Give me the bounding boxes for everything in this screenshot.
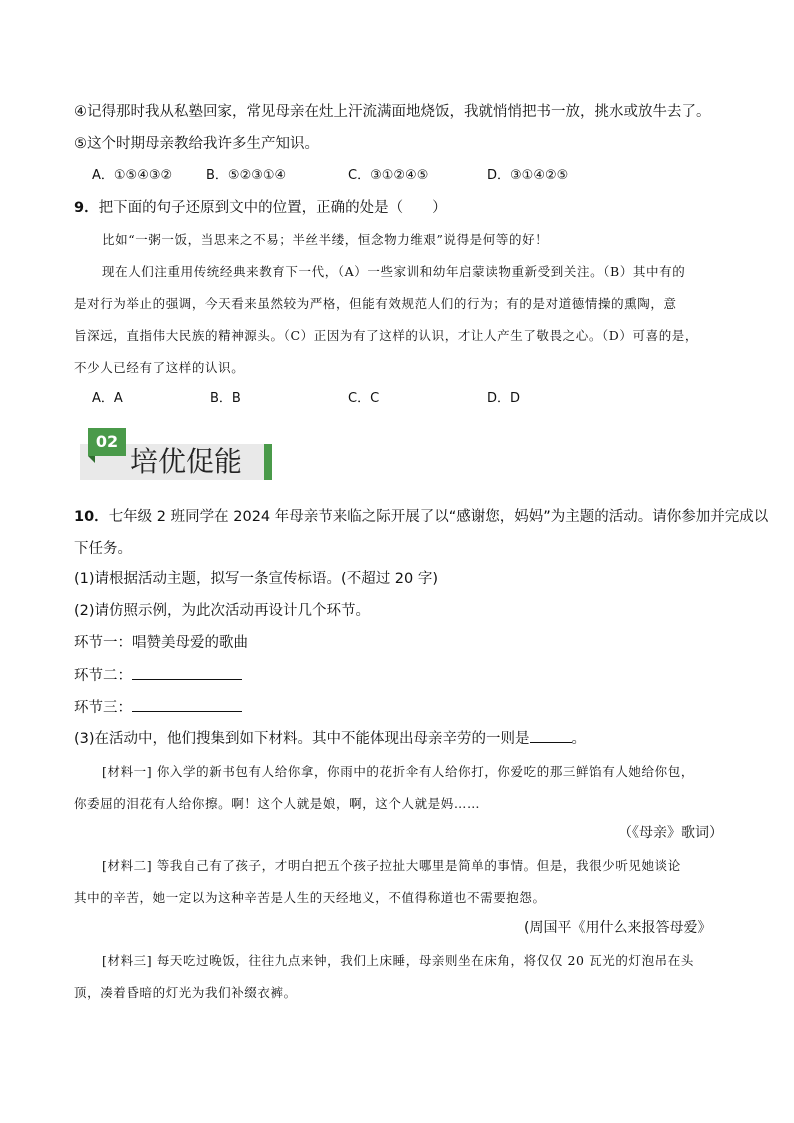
q10-sub-1: (1)请根据活动主题，拟写一条宣传标语。(不超过 20 字) [74, 571, 439, 587]
material-2-source: (周国平《用什么来报答母爱》 [524, 920, 712, 936]
q10-sub-2: (2)请仿照示例，为此次活动再设计几个环节。 [74, 603, 371, 619]
question-10-line-2: 下任务。 [74, 541, 132, 557]
sentence-5: ⑤这个时期母亲教给我许多生产知识。 [74, 136, 319, 152]
q10-step-3 [74, 697, 242, 718]
q8-option-b: B．⑤②③①④ [206, 168, 287, 183]
q10-step-3-blank[interactable] [132, 697, 242, 712]
q10-step-1: 环节一：唱赞美母爱的歌曲 [74, 635, 248, 651]
material-2-line-2: 其中的辛苦，她一定以为这种辛苦是人生的天经地义，不值得称道也不需要抱怨。 [74, 890, 546, 905]
question-9 [74, 198, 447, 218]
q10-step-2-label: 环节二： [74, 668, 132, 684]
q10-sub-3 [74, 728, 586, 749]
q8-option-a: A．①⑤④③② [92, 168, 173, 183]
q9-option-a: A．A [92, 391, 123, 406]
material-1-source: （《母亲》歌词） [618, 825, 723, 841]
q10-step-3-label: 环节三： [74, 700, 132, 716]
q9-passage-line-1: 现在人们注重用传统经典来教育下一代，（A）一些家训和幼年启蒙读物重新受到关注。（B）其中有的 [102, 264, 686, 279]
banner-accent [264, 444, 272, 480]
q9-sentence: 比如“一粥一饭，当思来之不易；半丝半缕，恒念物力维艰”说得是何等的好！ [102, 232, 549, 247]
banner-tag-tail [88, 456, 95, 463]
q10-sub-3-blank[interactable] [530, 728, 572, 743]
q10-step-2-blank[interactable] [132, 665, 242, 680]
material-1-line-2: 你委屈的泪花有人给你擦。啊！这个人就是娘，啊，这个人就是妈…… [74, 796, 481, 811]
q9-passage-line-3: 旨深远，直指伟大民族的精神源头。（C）正因为有了这样的认识，才让人产生了敬畏之心。（D）可喜的是， [74, 328, 698, 343]
question-9-text: 把下面的句子还原到文中的位置，正确的处是（ ） [98, 200, 447, 216]
q10-sub-3-text: (3)在活动中，他们搜集到如下材料。其中不能体现出母亲辛劳的一则是 [74, 731, 530, 747]
question-10-text: 七年级 2 班同学在 2024 年母亲节来临之际开展了以“感谢您，妈妈”为主题的活动。请你参加并完成以 [108, 509, 769, 525]
question-10-number: 10． [74, 509, 109, 525]
banner-title: 培优促能 [130, 445, 243, 478]
q10-step-2 [74, 665, 242, 686]
material-1-line-1: [材料一] 你入学的新书包有人给你拿，你雨中的花折伞有人给你打，你爱吃的那三鲜馅有人她给你包， [102, 764, 694, 779]
q9-passage-line-4: 不少人已经有了这样的认识。 [74, 360, 245, 375]
q9-option-d: D．D [487, 391, 521, 406]
q8-option-c: C．③①②④⑤ [348, 168, 429, 183]
q9-option-c: C．C [348, 391, 380, 406]
material-3-line-2: 顶，凑着昏暗的灯光为我们补缀衣裤。 [74, 985, 297, 1000]
q9-passage-line-2: 是对行为举止的强调，今天看来虽然较为严格，但能有效规范人们的行为；有的是对道德情操的熏陶，意 [74, 296, 677, 311]
section-banner [80, 428, 276, 480]
q10-sub-3-end: 。 [571, 731, 587, 747]
q9-option-b: B．B [210, 391, 241, 406]
question-10-line-1 [74, 507, 768, 527]
material-2-line-1: [材料二] 等我自己有了孩子，才明白把五个孩子拉扯大哪里是简单的事情。但是，我很少听见她谈论 [102, 858, 681, 873]
material-3-line-1: [材料三] 每天吃过晚饭，往往九点来钟，我们上床睡，母亲则坐在床角，将仅仅 20 瓦光的灯泡吊在头 [102, 953, 694, 968]
q8-option-d: D．③①④②⑤ [487, 168, 569, 183]
question-9-number: 9． [74, 200, 99, 216]
banner-tag: 02 [88, 428, 126, 456]
sentence-4: ④记得那时我从私塾回家，常见母亲在灶上汗流满面地烧饭，我就悄悄把书一放，挑水或放牛去了。 [74, 104, 711, 120]
